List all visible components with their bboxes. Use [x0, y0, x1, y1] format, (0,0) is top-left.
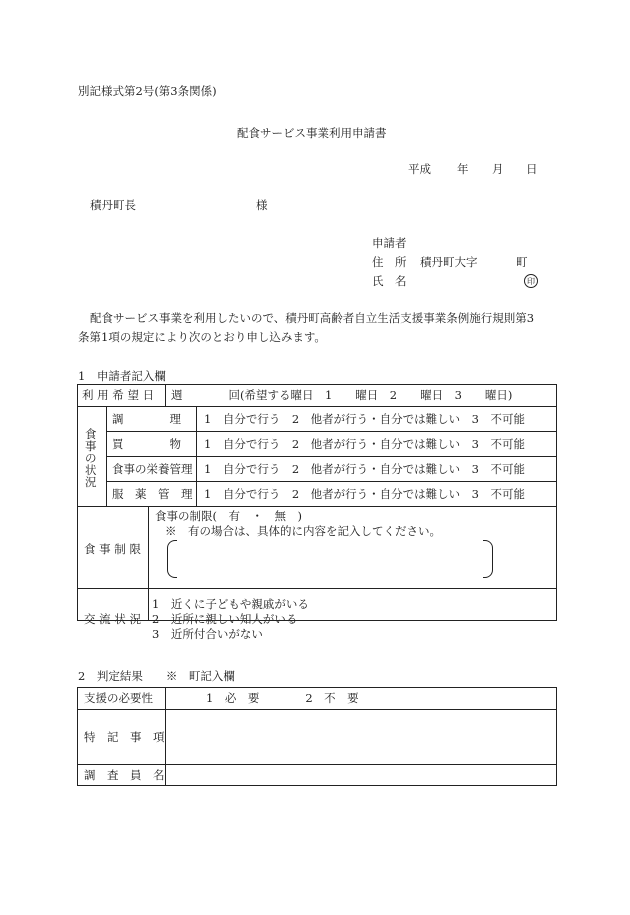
restriction-label: 食 事 制 限 — [84, 542, 141, 556]
addressee-name: 積丹町長 — [90, 198, 136, 212]
meal-status-char: 況 — [85, 475, 97, 489]
date-era: 平成 — [408, 162, 431, 176]
meal-status-char: の — [85, 451, 97, 465]
interaction-option[interactable]: 2 近所に親しい知人がいる — [152, 612, 298, 626]
date-month: 月 — [492, 162, 504, 176]
interaction-label: 交 流 状 況 — [84, 612, 141, 626]
applicant-label: 申請者 — [372, 236, 407, 250]
status-options-shopping[interactable]: 1 自分で行う 2 他者が行う・自分では難しい 3 不可能 — [204, 437, 525, 451]
desired-days-value[interactable]: 週 回(希望する曜日 1 曜日 2 曜日 3 曜日) — [171, 388, 513, 402]
meal-status-char: 食 — [85, 427, 97, 441]
notes-label: 特 記 事 項 — [84, 730, 165, 744]
status-options-nutrition[interactable]: 1 自分で行う 2 他者が行う・自分では難しい 3 不可能 — [204, 462, 525, 476]
interaction-option[interactable]: 1 近くに子どもや親戚がいる — [152, 597, 309, 611]
form-number: 別記様式第2号(第3条関係) — [78, 84, 217, 98]
need-label: 支援の必要性 — [84, 691, 153, 705]
status-label-shopping: 買 物 — [112, 437, 181, 451]
restriction-line[interactable]: 食事の制限( 有 ・ 無 ) — [155, 509, 302, 523]
meal-status-char: 状 — [85, 463, 97, 477]
desired-days-label: 利 用 希 望 日 — [82, 388, 155, 402]
section1-title: 1 申請者記入欄 — [78, 369, 166, 383]
page-title: 配食サービス事業利用申請書 — [237, 126, 387, 140]
body-line-2: 条第1項の規定により次のとおり申し込みます。 — [78, 330, 326, 344]
investigator-label: 調 査 員 名 — [84, 768, 165, 782]
date-day: 日 — [526, 162, 538, 176]
status-label-nutrition: 食事の栄養管理 — [112, 462, 193, 476]
town-suffix: 町 — [516, 255, 528, 269]
name-label: 氏 名 — [372, 274, 407, 288]
address-value: 積丹町大字 — [420, 255, 478, 269]
addressee-honorific: 様 — [256, 198, 268, 212]
status-label-cooking: 調 理 — [112, 412, 181, 426]
meal-status-char: 事 — [85, 439, 97, 453]
seal-mark: 印 — [524, 274, 538, 288]
need-value[interactable]: 1 必 要 2 不 要 — [206, 691, 359, 705]
status-options-cooking[interactable]: 1 自分で行う 2 他者が行う・自分では難しい 3 不可能 — [204, 412, 525, 426]
right-bracket — [483, 540, 493, 578]
section2-title: 2 判定結果 ※ 町記入欄 — [78, 669, 235, 683]
date-year: 年 — [457, 162, 469, 176]
status-label-medication: 服 薬 管 理 — [112, 487, 193, 501]
restriction-note: ※ 有の場合は、具体的に内容を記入してください。 — [165, 524, 441, 538]
interaction-option[interactable]: 3 近所付合いがない — [152, 627, 263, 641]
address-label: 住 所 — [372, 255, 407, 269]
status-options-medication[interactable]: 1 自分で行う 2 他者が行う・自分では難しい 3 不可能 — [204, 487, 525, 501]
body-line-1: 配食サービス事業を利用したいので、積丹町高齢者自立生活支援事業条例施行規則第3 — [90, 311, 535, 325]
left-bracket — [167, 540, 177, 578]
